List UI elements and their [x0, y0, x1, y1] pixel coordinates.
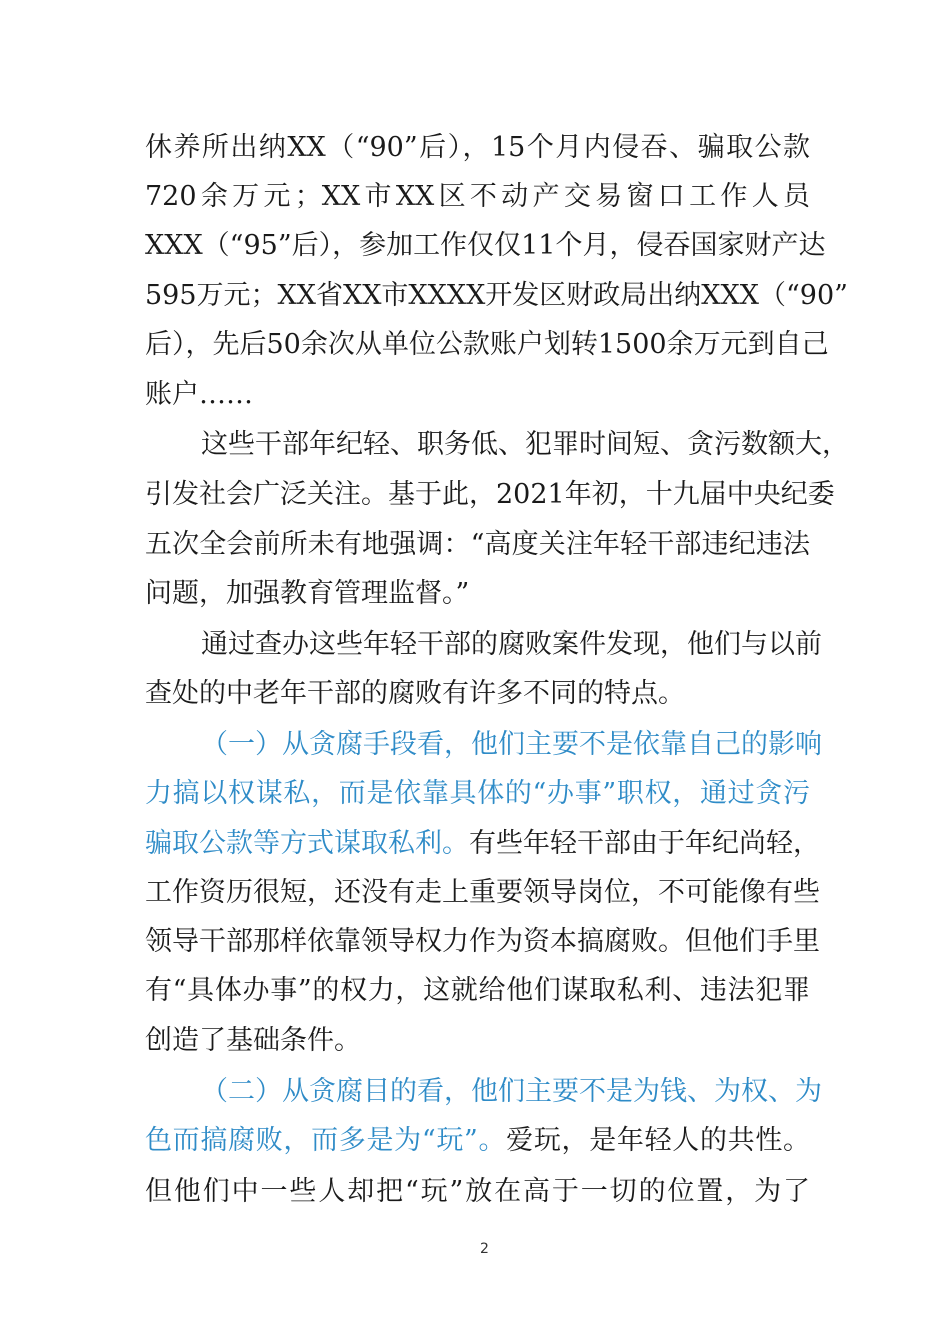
- page-number: 2: [480, 1241, 489, 1257]
- heading-segment: 力搞以权谋私，而是依靠具体的“办事”职权，通过贪污: [145, 778, 810, 809]
- text-segment: 领导干部那样依靠领导权力作为资本搞腐败。但他们手里: [145, 926, 820, 957]
- text-line: [145, 325, 829, 365]
- text-segment: 有些年轻干部由于年纪尚轻，: [469, 828, 820, 859]
- text-line: [145, 475, 835, 515]
- text-line: [145, 375, 253, 415]
- text-segment: 问题，加强教育管理监督。”: [145, 578, 470, 609]
- text-segment: 账户……: [145, 379, 253, 410]
- text-line: [145, 922, 820, 962]
- heading-segment: 骗取公款等方式谋取私利。: [145, 828, 469, 859]
- text-segment: 休养所出纳XX（“90”后），15个月内侵吞、骗取公款: [145, 132, 810, 163]
- text-line: [145, 128, 810, 168]
- mixed-line: [145, 824, 820, 864]
- text-line: [145, 226, 826, 266]
- text-line: [145, 873, 820, 913]
- text-line: [145, 674, 685, 714]
- text-segment: 五次全会前所未有地强调：“高度关注年轻干部违纪违法: [145, 529, 810, 560]
- paragraph-start-line: [201, 625, 822, 665]
- text-line: [145, 1172, 810, 1212]
- text-segment: 通过查办这些年轻干部的腐败案件发现，他们与以前: [201, 629, 822, 660]
- text-segment: 这些干部年纪轻、职务低、犯罪时间短、贪污数额大，: [201, 429, 849, 460]
- text-segment: 但他们中一些人却把“玩”放在高于一切的位置，为了: [145, 1176, 810, 1207]
- paragraph-start-line: [201, 425, 849, 465]
- mixed-line: [145, 1121, 810, 1161]
- text-segment: 595万元；XX省XX市XXXX开发区财政局出纳XXX（“90”: [145, 280, 848, 311]
- heading-line: [201, 1072, 822, 1112]
- text-line: [145, 525, 810, 565]
- heading-line: [201, 725, 822, 765]
- heading-line: [145, 774, 810, 814]
- heading-segment: （一）从贪腐手段看，他们主要不是依靠自己的影响: [201, 729, 822, 760]
- text-segment: XXX（“95”后），参加工作仅仅11个月，侵吞国家财产达: [145, 230, 826, 261]
- heading-segment: （二）从贪腐目的看，他们主要不是为钱、为权、为: [201, 1076, 822, 1107]
- text-segment: 720余万元；XX市XX区不动产交易窗口工作人员: [145, 181, 810, 212]
- text-segment: 工作资历很短，还没有走上重要领导岗位，不可能像有些: [145, 877, 820, 908]
- text-segment: 查处的中老年干部的腐败有许多不同的特点。: [145, 678, 685, 709]
- text-segment: 有“具体办事”的权力，这就给他们谋取私利、违法犯罪: [145, 975, 810, 1006]
- text-line: [145, 177, 810, 217]
- text-segment: 后），先后50余次从单位公款账户划转1500余万元到自己: [145, 329, 829, 360]
- text-line: [145, 971, 810, 1011]
- text-line: [145, 574, 469, 614]
- text-line: [145, 276, 848, 316]
- text-segment: 爱玩，是年轻人的共性。: [506, 1125, 811, 1156]
- text-segment: 创造了基础条件。: [145, 1025, 361, 1056]
- text-line: [145, 1021, 361, 1061]
- text-segment: 引发社会广泛关注。基于此，2021年初，十九届中央纪委: [145, 479, 835, 510]
- heading-segment: 色而搞腐败，而多是为“玩”。: [145, 1125, 507, 1156]
